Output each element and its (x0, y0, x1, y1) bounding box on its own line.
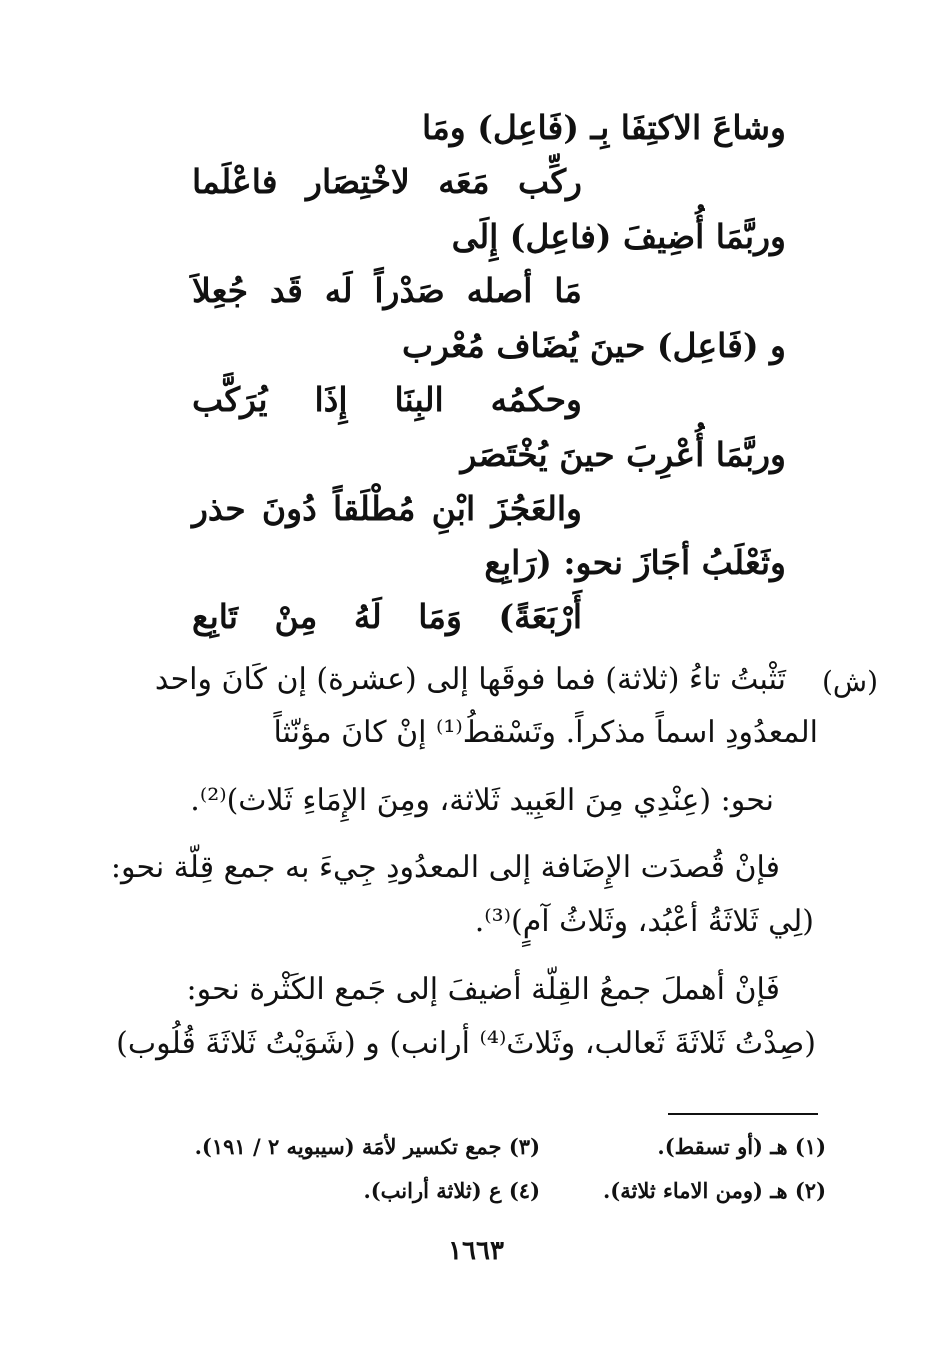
footnote-4: (٤) ع (ثلاثة أرانب). (363, 1178, 540, 1203)
commentary-line-7: (صِدْتُ ثَلاثَةَ ثَعالب، وثَلاثَ⁽⁴⁾ أرانب) و (شَوَيْتُ ثَلاثَةَ قُلُوب) (116, 1026, 816, 1061)
commentary-line-6: فَإنْ أهملَ جمعُ القِلّة أضيفَ إلى جَمع الكَثْرة نحو: (186, 972, 780, 1007)
footnote-divider (668, 1113, 818, 1115)
verse-4-second-hemistich: والعَجُزَ ابْنِ مُطْلَقاً دُونَ حذر (192, 489, 582, 528)
commentary-line-4: فإنْ قُصدَت الإِضَافة إلى المعدُودِ جِيءَ به جمع قِلّة نحو: (110, 850, 780, 885)
verse-2-first-hemistich: وربَّمَا أُضِيفَ (فاعِل) إِلَى (451, 217, 786, 256)
commentary-marker: (ش) (821, 665, 878, 698)
verse-5-first-hemistich: وثَعْلَبُ أجَازَ نحو: (رَابِع (484, 543, 786, 582)
footnote-3: (٣) جمع تكسير لأمَة (سيبويه ٢ / ١٩١). (194, 1134, 540, 1159)
verse-3-second-hemistich: وحكمُه البِنَا إِذَا يُرَكَّب (192, 380, 582, 419)
verse-3-first-hemistich: و (فَاعِل) حينَ يُضَاف مُعْرب (401, 326, 786, 365)
verse-1-second-hemistich: ركِّب مَعَه لاخْتِصَار فاعْلَما (192, 162, 582, 201)
commentary-line-1: تَثْبتُ تاءُ (ثلاثة) فما فوقَها إلى (عشرة) إن كَانَ واحد (154, 662, 786, 697)
footnote-1: (١) هـ (أو تسقط). (657, 1134, 826, 1159)
commentary-line-2: المعدُودِ اسماً مذكراً. وتَسْقطُ⁽¹⁾ إنْ كانَ مؤنّثاً (273, 715, 818, 750)
verse-4-first-hemistich: وربَّمَا أُعْرِبَ حينَ يُخْتَصَر (460, 435, 786, 474)
page-number: ١٦٦٣ (448, 1236, 504, 1266)
verse-2-second-hemistich: مَا أصله صَدْراً لَه قَد جُعِلاَ (192, 271, 582, 310)
verse-1-first-hemistich: وشاعَ الاكتِفَا بِـ (فَاعِل) ومَا (422, 108, 786, 147)
commentary-line-5: (لِي ثَلاثَةُ أعْبُد، وثَلاثُ آمٍ)⁽³⁾. (474, 904, 814, 939)
commentary-line-3: نحو: (عِنْدِي مِنَ العَبِيد ثَلاثة، ومِنَ الإِمَاءِ ثَلاث)⁽²⁾. (190, 783, 774, 818)
verse-5-second-hemistich: أَرْبَعَةً) وَمَا لَهُ مِنْ تَابِع (192, 597, 582, 636)
footnote-2: (٢) هـ (ومن الاماء ثلاثة). (603, 1178, 826, 1203)
